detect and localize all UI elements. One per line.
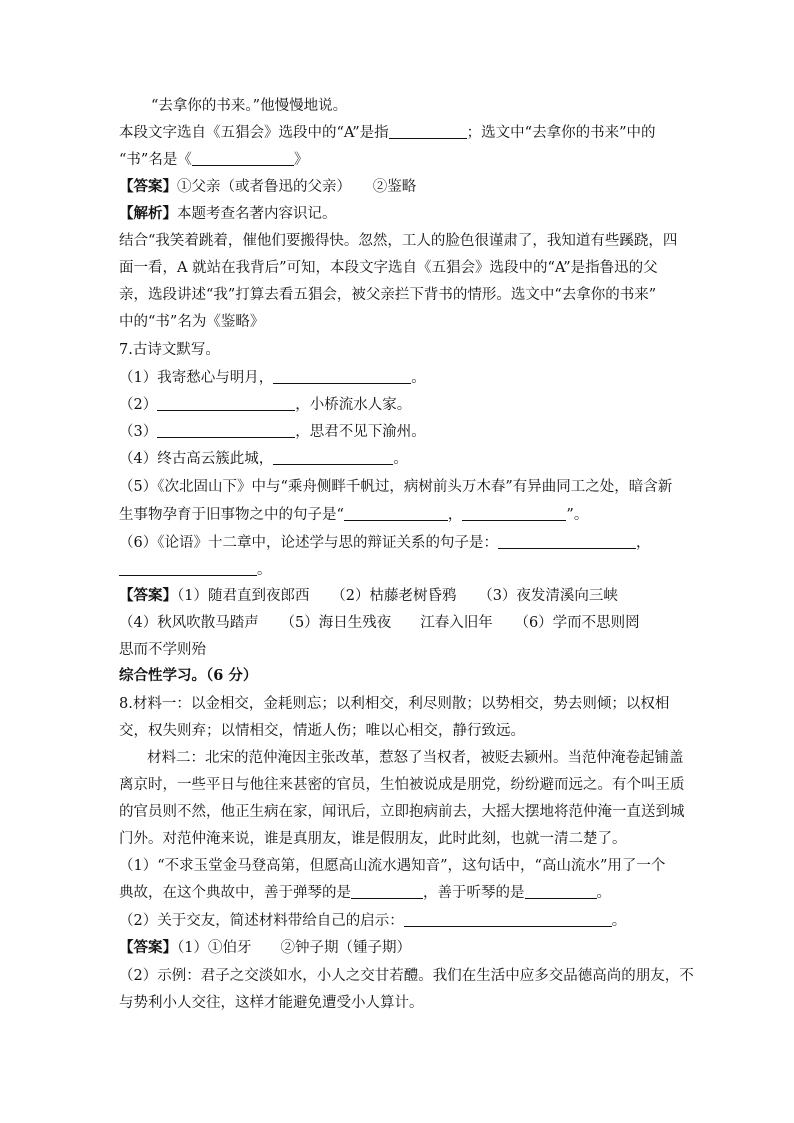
text: ， — [447, 507, 463, 523]
text: （6）《论语》十二章中，论述学与思的辩证关系的句子是： — [119, 535, 498, 551]
answer-blank — [344, 505, 448, 521]
question-8-line: 门外。对范仲淹来说，谁是真朋友，谁是假朋友，此时此刻，也就一清二楚了。 — [119, 831, 627, 847]
text: 本段文字选自《五猖会》选段中的“A”是指 — [119, 125, 389, 141]
text: 。 — [596, 885, 611, 901]
paragraph-quote: “去拿你的书来。”他慢慢地说。 — [151, 98, 348, 114]
answer-blank — [157, 422, 295, 438]
answer-7-line-2: （4）秋风吹散马踏声 （5）海日生残夜 江春入旧年 （6）学而不思则罔 — [119, 615, 640, 631]
text: “书”名是《 — [119, 152, 192, 168]
question-7-item-3 — [119, 422, 426, 442]
answer-text: （1）①伯牙 ②钟子期（锺子期） — [177, 940, 411, 956]
question-7-item-6-line-1 — [119, 533, 650, 553]
text: ，小桥流水人家。 — [295, 397, 412, 413]
question-8-line: 8.材料一：以金相交，金耗则忘；以利相交，利尽则散；以势相交，势去则倾；以权相 — [119, 696, 670, 712]
answer-text: （1）随君直到夜郎西 （2）枯藤老树昏鸦 （3）夜发清溪向三峡 — [177, 588, 618, 604]
answer-blank — [273, 449, 393, 465]
question-7-item-1 — [119, 368, 426, 388]
answer-blank — [192, 150, 294, 166]
text: （3） — [119, 424, 158, 440]
question-8-sub-1 — [119, 883, 611, 903]
text: ，思君不见下渝州。 — [295, 424, 426, 440]
text: ， — [635, 535, 651, 551]
explanation-line: 亲，选段讲述“我”打算去看五猖会，被父亲拦下背书的情形。选文中“去拿你的书来” — [119, 287, 657, 303]
text: （2） — [119, 397, 158, 413]
question-6-line-1 — [119, 123, 656, 143]
question-7-item-4 — [119, 449, 408, 469]
question-8-sub-2 — [119, 911, 626, 931]
text: ；选文中“去拿你的书来”中的 — [466, 125, 656, 141]
answer-blank — [119, 560, 257, 576]
explanation-label: 【解析】 — [119, 205, 177, 222]
text: 。 — [611, 913, 627, 929]
question-7-item-6-line-2 — [119, 560, 272, 580]
text: （4）终古高云簇此城， — [119, 451, 274, 467]
answer-8-line-1 — [119, 938, 411, 958]
answer-blank — [389, 123, 467, 139]
text: 。 — [411, 370, 426, 386]
answer-8-line-2: （2）示例：君子之交淡如水，小人之交甘若醴。我们在生活中应多交品德高尚的朋友，不 — [119, 968, 694, 984]
answer-7-line-1 — [119, 586, 618, 606]
answer-text: ①父亲（或者鲁迅的父亲） ②鉴略 — [177, 179, 417, 195]
text: 。 — [257, 562, 272, 578]
question-7-item-5-line-2 — [119, 505, 588, 525]
question-6-line-2 — [119, 150, 308, 170]
answer-7-line-3: 思而不学则殆 — [119, 642, 206, 658]
answer-blank — [462, 505, 566, 521]
question-8-line: 材料二：北宋的范仲淹因主张改革，惹怒了当权者，被贬去颍州。当范仲淹卷起铺盖 — [147, 750, 684, 766]
question-8-line: （1）“不求玉堂金马登高第，但愿高山流水遇知音”，这句话中，“高山流水”用了一个 — [119, 858, 666, 874]
text: （2）关于交友，简述材料带给自己的启示： — [119, 913, 404, 929]
text: ，善于听琴的是 — [423, 885, 525, 901]
explanation-line: 结合“我笑着跳着，催他们要搬得快。忽然，工人的脸色很谨肃了，我知道有些蹊跷，四 — [119, 233, 678, 249]
answer-6 — [119, 177, 416, 197]
answer-blank — [351, 883, 423, 899]
text: 》 — [293, 152, 309, 168]
answer-label: 【答案】 — [119, 178, 177, 195]
question-7-title: 7.古诗文默写。 — [119, 342, 220, 358]
question-8-line: 交，权失则弃；以情相交，情逝人伤；唯以心相交，静行致远。 — [119, 723, 525, 739]
question-7-item-2 — [119, 395, 411, 415]
answer-blank — [525, 883, 597, 899]
text: ”。 — [566, 507, 589, 523]
explanation-text: 本题考查名著内容识记。 — [177, 206, 337, 222]
answer-8-line-3: 与势利小人交往，这样才能避免遭受小人算计。 — [119, 995, 424, 1011]
question-7-item-5-line-1: （5）《次北固山下》中与“乘舟侧畔千帆过，病树前头万木春”有异曲同工之处，暗含新 — [119, 479, 673, 495]
text: （1）我寄愁心与明月， — [119, 370, 274, 386]
answer-blank — [404, 911, 612, 927]
section-heading: 综合性学习。（6 分） — [119, 667, 258, 684]
question-8-line: 离京时，一些平日与他往来甚密的官员，生怕被说成是朋党，纷纷避而远之。有个叫王质 — [119, 777, 685, 793]
question-8-line: 的官员则不然，他正生病在家，闻讯后，立即抱病前去，大摇大摆地将范仲淹一直送到城 — [119, 804, 685, 820]
answer-blank — [273, 368, 411, 384]
answer-blank — [498, 533, 636, 549]
answer-blank — [157, 395, 295, 411]
text: 典故，在这个典故中，善于弹琴的是 — [119, 885, 351, 901]
text: 生事物孕育于旧事物之中的句子是“ — [119, 507, 344, 523]
explanation-line: 中的“书”名为《鉴略》 — [119, 314, 265, 330]
answer-label: 【答案】 — [119, 587, 177, 604]
text: 。 — [393, 451, 408, 467]
explanation-6 — [119, 204, 337, 224]
explanation-line: 面一看，A 就站在我背后”可知，本段文字选自《五猖会》选段中的“A”是指鲁迅的父 — [119, 260, 658, 276]
answer-label: 【答案】 — [119, 939, 177, 956]
